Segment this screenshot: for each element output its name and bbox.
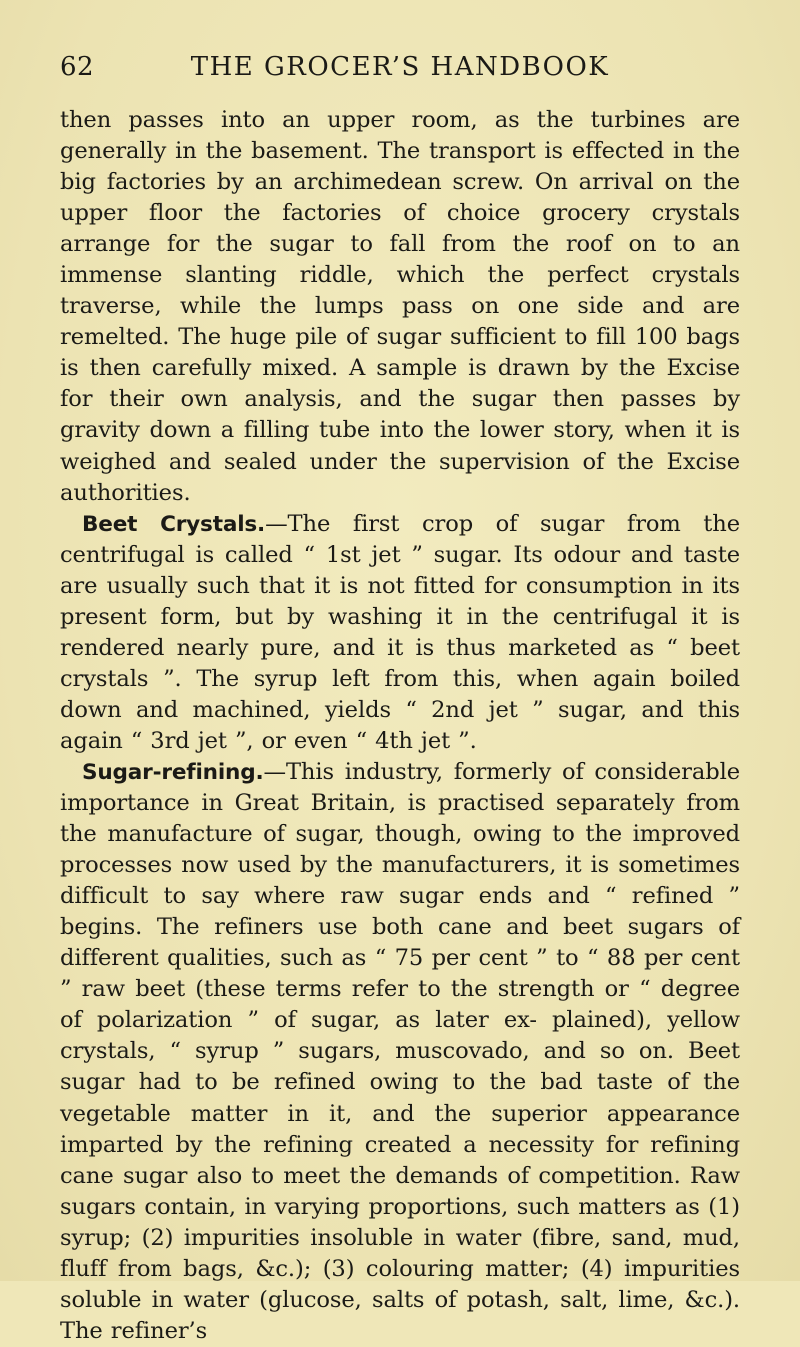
paragraph-beet-crystals [60, 509, 740, 757]
page-header [60, 52, 740, 88]
section-heading-sugar-refining: Sugar-refining. [82, 759, 264, 785]
page-number: 62 [60, 52, 95, 82]
paragraph-sugar-refining [60, 757, 740, 1347]
paragraph-continued: then passes into an upper room, as the turbines are generally in the basement. The transport is effected in the big factories by an archimedean screw. On arrival on the upper floor the factories of choice grocery crystals arrange for the sugar to fall from the roof on to an immense slanting riddle, which the perfect crystals traverse, while the lumps pass on one side and are remelted. The huge pile of sugar sufficient to fill 100 bags is then carefully mixed. A sample is drawn by the Excise for their own analysis, and the sugar then passes by gravity down a filling tube into the lower story, when it is weighed and sealed under the supervision of the Excise authorities. [60, 107, 740, 506]
body-text [60, 105, 740, 1344]
section-heading-beet-crystals: Beet Crystals. [82, 511, 266, 537]
paragraph-text: —This industry, formerly of considerable importance in Great Britain, is practised separately from the manufacture of sugar, though, owing to the improved processes now used by the manufacturers, it is sometimes difficult to say where raw sugar ends and “ refined ” begins. The refiners use both cane and beet sugars of different qualities, such as “ 75 per cent ” to “ 88 per cent ” raw beet (these terms refer to the strength or “ degree of polarization ” of sugar, as later ex- plained), yellow crystals, “ syrup ” sugars, muscovado, and so on. Beet sugar had to be refined owing to the bad taste of the vegetable matter in it, and the superior appearance imparted by the refining created a necessity for refining cane sugar also to meet the demands of competition. Raw sugars contain, in varying proportions, such matters as (1) syrup; (2) impurities insoluble in water (fibre, sand, mud, fluff from bags, &c.); (3) colouring matter; (4) impurities soluble in water (glucose, salts of potash, salt, lime, &c.). The refiner’s [60, 758, 740, 1344]
running-head: THE GROCER’S HANDBOOK [190, 52, 610, 82]
paragraph-text: —The first crop of sugar from the centrifugal is called “ 1st jet ” sugar. Its odour and taste are usually such that it is not fitted for consumption in its present form, but by washing it in the centrifugal it is rendered nearly pure, and it is thus marketed as “ beet crystals ”. The syrup left from this, when again boiled down and machined, yields “ 2nd jet ” sugar, and this again “ 3rd jet ”, or even “ 4th jet ”. [60, 510, 740, 754]
